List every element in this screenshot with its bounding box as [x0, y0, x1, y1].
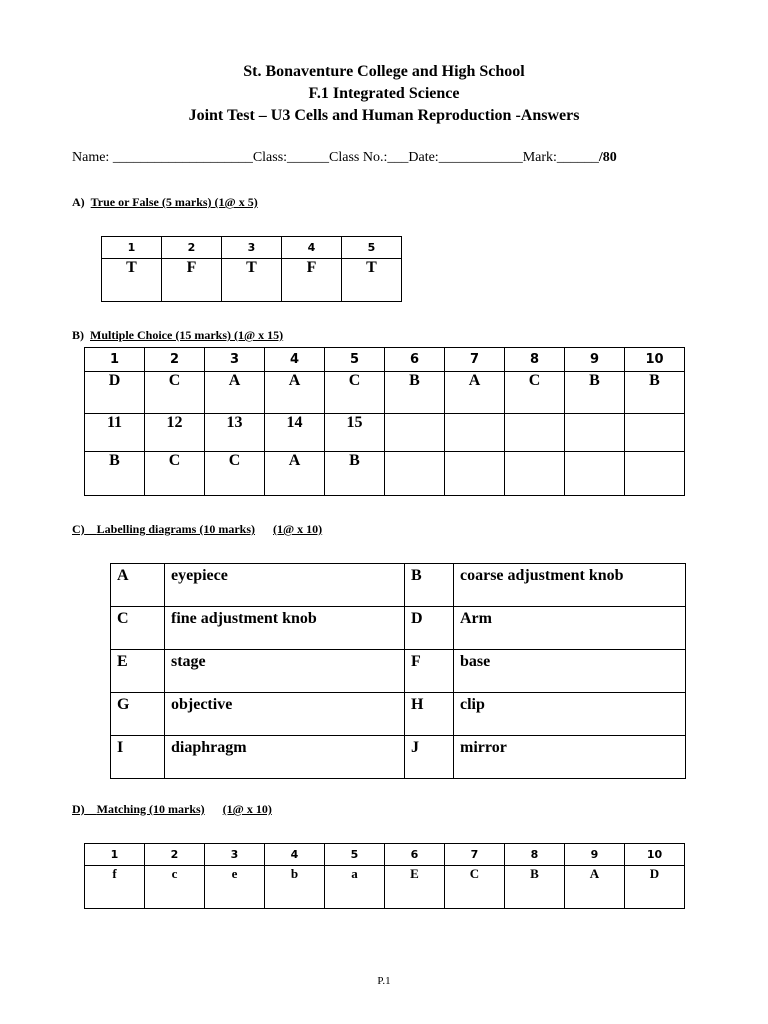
- match-header: 9: [565, 844, 625, 866]
- mc-answer: B: [625, 372, 685, 414]
- match-header: 5: [325, 844, 385, 866]
- page-number: P.1: [377, 975, 391, 987]
- mc-answer: A: [445, 372, 505, 414]
- mc-number: [505, 414, 565, 452]
- match-answer: B: [505, 866, 565, 909]
- label-letter: C: [111, 607, 165, 650]
- tf-answer: T: [102, 259, 162, 302]
- mc-number: 12: [145, 414, 205, 452]
- mc-answer: A: [205, 372, 265, 414]
- tf-answer: F: [162, 259, 222, 302]
- match-header: 4: [265, 844, 325, 866]
- student-info-line: [72, 150, 617, 166]
- label-answer: diaphragm: [165, 736, 405, 779]
- mc-number: 14: [265, 414, 325, 452]
- label-answer: objective: [165, 693, 405, 736]
- section-b-heading: [72, 328, 283, 343]
- match-answer: C: [445, 866, 505, 909]
- match-answer: b: [265, 866, 325, 909]
- section-c-letter: C): [72, 522, 85, 536]
- match-header: 10: [625, 844, 685, 866]
- label-letter: J: [405, 736, 454, 779]
- label-letter: A: [111, 564, 165, 607]
- mc-answer: B: [385, 372, 445, 414]
- info-fields: Name: ____________________Class:______Class No.:___Date:____________Mark:______: [72, 150, 599, 165]
- match-header: 7: [445, 844, 505, 866]
- mc-answer: [385, 452, 445, 496]
- mc-answer: [445, 452, 505, 496]
- match-header: 8: [505, 844, 565, 866]
- mc-header: 1: [85, 348, 145, 372]
- section-d-heading: [72, 802, 272, 817]
- label-answer: fine adjustment knob: [165, 607, 405, 650]
- mc-answer: C: [505, 372, 565, 414]
- match-answer: E: [385, 866, 445, 909]
- section-a-heading: [72, 195, 258, 210]
- tf-header: 4: [282, 237, 342, 259]
- mc-number: 11: [85, 414, 145, 452]
- label-answer: eyepiece: [165, 564, 405, 607]
- mc-answer: B: [565, 372, 625, 414]
- section-b-title: Multiple Choice (15 marks) (1@ x 15): [90, 328, 284, 342]
- section-a-letter: A): [72, 195, 85, 209]
- tf-header: 3: [222, 237, 282, 259]
- mc-number: [625, 414, 685, 452]
- mc-header: 10: [625, 348, 685, 372]
- match-answer: e: [205, 866, 265, 909]
- mc-header: 6: [385, 348, 445, 372]
- label-letter: F: [405, 650, 454, 693]
- subject-title: F.1 Integrated Science: [308, 85, 460, 102]
- mc-answer: A: [265, 372, 325, 414]
- mc-number: [385, 414, 445, 452]
- mc-header: 3: [205, 348, 265, 372]
- mc-answer: [505, 452, 565, 496]
- mc-answer: [625, 452, 685, 496]
- school-name: St. Bonaventure College and High School: [243, 63, 525, 80]
- match-answer: f: [85, 866, 145, 909]
- mc-header: 2: [145, 348, 205, 372]
- label-answer: coarse adjustment knob: [454, 564, 686, 607]
- label-answer: mirror: [454, 736, 686, 779]
- mc-answer: D: [85, 372, 145, 414]
- tf-answer: T: [342, 259, 402, 302]
- label-answer: clip: [454, 693, 686, 736]
- section-d-title: Matching (10 marks): [96, 802, 205, 816]
- match-answer: c: [145, 866, 205, 909]
- multiple-choice-table: [84, 347, 685, 496]
- tf-answer: F: [282, 259, 342, 302]
- mc-answer: A: [265, 452, 325, 496]
- mc-header: 8: [505, 348, 565, 372]
- tf-answer: T: [222, 259, 282, 302]
- mc-header: 9: [565, 348, 625, 372]
- label-letter: E: [111, 650, 165, 693]
- label-letter: B: [405, 564, 454, 607]
- mc-number: [445, 414, 505, 452]
- section-c-heading: [72, 522, 322, 537]
- matching-table: [84, 843, 685, 909]
- label-answer: base: [454, 650, 686, 693]
- label-answer: stage: [165, 650, 405, 693]
- label-letter: G: [111, 693, 165, 736]
- section-b-letter: B): [72, 328, 84, 342]
- tf-header: 5: [342, 237, 402, 259]
- labelling-table: [110, 563, 686, 779]
- match-answer: A: [565, 866, 625, 909]
- section-c-title: Labelling diagrams (10 marks): [96, 522, 256, 536]
- match-header: 3: [205, 844, 265, 866]
- mc-number: 15: [325, 414, 385, 452]
- tf-header: 2: [162, 237, 222, 259]
- section-c-marks: (1@ x 10): [273, 522, 323, 536]
- match-header: 6: [385, 844, 445, 866]
- label-letter: H: [405, 693, 454, 736]
- section-d-marks: (1@ x 10): [222, 802, 272, 816]
- mc-answer: C: [325, 372, 385, 414]
- mc-header: 7: [445, 348, 505, 372]
- mc-answer: C: [145, 372, 205, 414]
- mc-answer: C: [145, 452, 205, 496]
- match-answer: D: [625, 866, 685, 909]
- mc-number: 13: [205, 414, 265, 452]
- mc-answer: C: [205, 452, 265, 496]
- mc-answer: B: [85, 452, 145, 496]
- mc-number: [565, 414, 625, 452]
- mc-answer: [565, 452, 625, 496]
- mc-header: 4: [265, 348, 325, 372]
- tf-header: 1: [102, 237, 162, 259]
- match-header: 1: [85, 844, 145, 866]
- section-a-title: True or False (5 marks) (1@ x 5): [90, 195, 258, 209]
- true-false-table: [101, 236, 402, 302]
- label-letter: I: [111, 736, 165, 779]
- label-letter: D: [405, 607, 454, 650]
- test-title: Joint Test – U3 Cells and Human Reproduction -Answers: [188, 107, 580, 124]
- match-header: 2: [145, 844, 205, 866]
- label-answer: Arm: [454, 607, 686, 650]
- total-marks: /80: [598, 150, 617, 165]
- mc-answer: B: [325, 452, 385, 496]
- match-answer: a: [325, 866, 385, 909]
- mc-header: 5: [325, 348, 385, 372]
- section-d-letter: D): [72, 802, 85, 816]
